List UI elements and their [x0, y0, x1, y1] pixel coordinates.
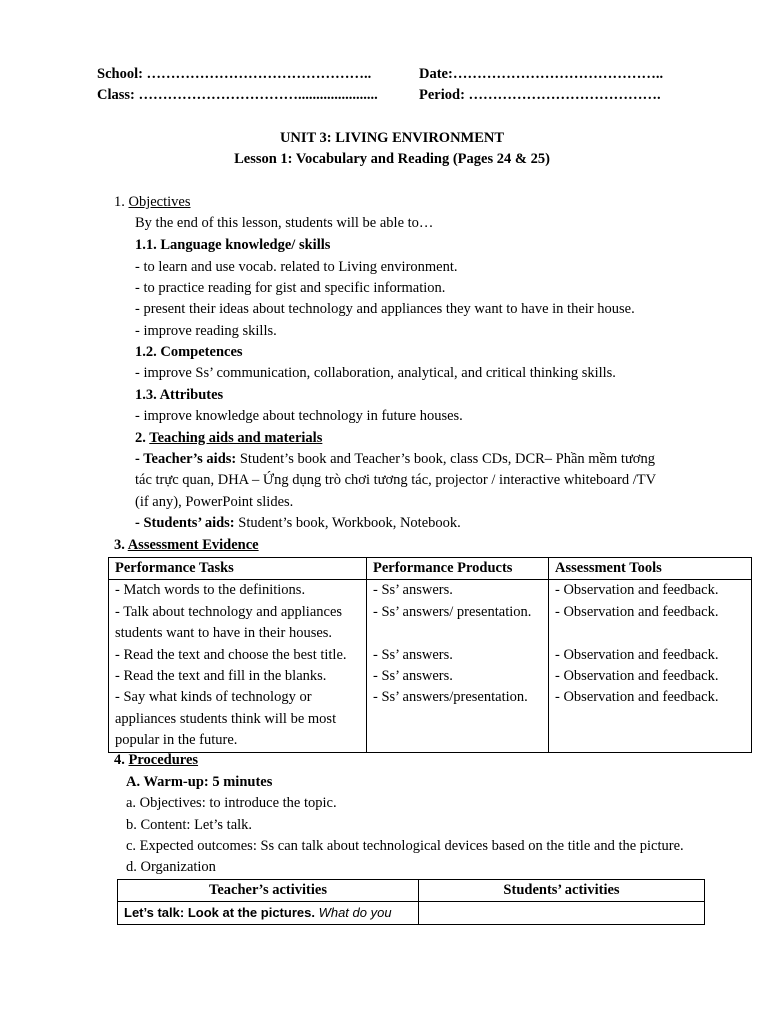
tool-line: - Observation and feedback. [555, 646, 719, 663]
school-field [97, 65, 371, 83]
product-line: - Ss’ answers/presentation. [373, 689, 528, 706]
objectives-intro: By the end of this lesson, students will be able to… [135, 215, 434, 231]
class-field [97, 86, 378, 104]
language-skills-heading: 1.1. Language knowledge/ skills [135, 237, 331, 253]
teacher-aids-text: Student’s book and Teacher’s book, class CDs, DCR– Phần mềm tương [236, 451, 655, 467]
student-aids-text: Student’s book, Workbook, Notebook. [234, 515, 461, 531]
column-header: Assessment Tools [549, 558, 752, 580]
column-header: Teacher’s activities [118, 880, 419, 902]
warmup-heading: A. Warm-up: 5 minutes [126, 774, 273, 790]
task-line: popular in the future. [115, 732, 238, 749]
task-line: - Say what kinds of technology or [115, 689, 312, 706]
tool-line [555, 623, 745, 644]
student-activity-cell [419, 902, 705, 924]
period-fill: …………………………………. [468, 87, 661, 103]
objective-item: - improve reading skills. [135, 323, 277, 339]
school-label: School: [97, 66, 143, 82]
attribute-item: - improve knowledge about technology in future houses. [135, 408, 463, 424]
product-line: - Ss’ answers. [373, 646, 453, 663]
column-header: Performance Products [367, 558, 549, 580]
teacher-aids-line: tác trực quan, DHA – Ứng dụng trò chơi tương tác, projector / interactive whiteboard /TV [135, 472, 657, 488]
teaching-aids-number: 2. [135, 430, 146, 446]
procedures-number: 4. [114, 752, 125, 768]
objectives-number: 1. [114, 194, 125, 210]
attributes-heading: 1.3. Attributes [135, 387, 224, 403]
column-header: Performance Tasks [109, 558, 367, 580]
lets-talk-question: What do you [314, 905, 392, 921]
unit-title: UNIT 3: LIVING ENVIRONMENT [279, 130, 505, 146]
school-fill: ……………………………………….. [146, 66, 372, 82]
product-line: - Ss’ answers/ presentation. [373, 603, 532, 620]
tool-line: - Observation and feedback. [555, 667, 719, 684]
lets-talk-label: Let’s talk: Look at the pictures. [124, 905, 315, 921]
tools-cell [549, 580, 752, 752]
competences-heading: 1.2. Competences [135, 344, 243, 360]
date-label: Date: [419, 66, 453, 82]
assessment-heading [114, 536, 259, 554]
student-aids-label: - Students’ aids: [135, 515, 235, 531]
period-field [419, 86, 661, 104]
teacher-aids-line: (if any), PowerPoint slides. [135, 494, 294, 510]
objective-item: - present their ideas about technology and appliances they want to have in their house. [135, 301, 635, 317]
table-header-row [109, 558, 752, 580]
teacher-activity-cell [118, 902, 419, 924]
table-row [109, 580, 752, 752]
product-line [373, 623, 542, 644]
product-line: - Ss’ answers. [373, 667, 453, 684]
teacher-aids [135, 450, 655, 468]
assessment-number: 3. [114, 537, 125, 553]
teaching-aids-heading [135, 429, 322, 447]
teaching-aids-heading-text: Teaching aids and materials [149, 430, 323, 446]
tool-line: - Observation and feedback. [555, 582, 719, 599]
class-label: Class: [97, 87, 135, 103]
column-header: Students’ activities [419, 880, 705, 902]
task-line: students want to have in their houses. [115, 625, 333, 642]
procedure-item: c. Expected outcomes: Ss can talk about technological devices based on the title and the picture. [126, 838, 684, 854]
tasks-cell [109, 580, 367, 752]
table-row [118, 902, 705, 924]
objective-item: - to learn and use vocab. related to Living environment. [135, 259, 458, 275]
student-aids [135, 514, 461, 532]
period-label: Period: [419, 87, 465, 103]
procedure-item: d. Organization [126, 859, 216, 875]
assessment-table [108, 557, 752, 753]
objective-item: - to practice reading for gist and specific information. [135, 280, 446, 296]
task-line: - Read the text and choose the best title. [115, 646, 347, 663]
products-cell [367, 580, 549, 752]
product-line: - Ss’ answers. [373, 582, 453, 599]
tool-line: - Observation and feedback. [555, 689, 719, 706]
class-fill: ……………………………...................... [138, 87, 378, 103]
activities-table [117, 879, 705, 925]
objectives-heading-text: Objectives [128, 194, 191, 210]
task-line: appliances students think will be most [115, 710, 337, 727]
task-line: - Talk about technology and appliances [115, 603, 343, 620]
date-fill: …………………………………….. [452, 66, 664, 82]
table-header-row [118, 880, 705, 902]
procedures-heading-text: Procedures [128, 752, 199, 768]
competence-item: - improve Ss’ communication, collaboration, analytical, and critical thinking skills. [135, 365, 616, 381]
task-line: - Read the text and fill in the blanks. [115, 667, 327, 684]
teacher-aids-label: - Teacher’s aids: [135, 451, 237, 467]
procedures-heading [114, 751, 198, 769]
assessment-heading-text: Assessment Evidence [127, 537, 259, 553]
procedure-item: b. Content: Let’s talk. [126, 817, 253, 833]
task-line: - Match words to the definitions. [115, 582, 306, 599]
objectives-heading [114, 193, 191, 211]
tool-line: - Observation and feedback. [555, 603, 719, 620]
date-field [419, 65, 663, 83]
lesson-title: Lesson 1: Vocabulary and Reading (Pages 24 & 25) [234, 151, 550, 167]
procedure-item: a. Objectives: to introduce the topic. [126, 795, 337, 811]
